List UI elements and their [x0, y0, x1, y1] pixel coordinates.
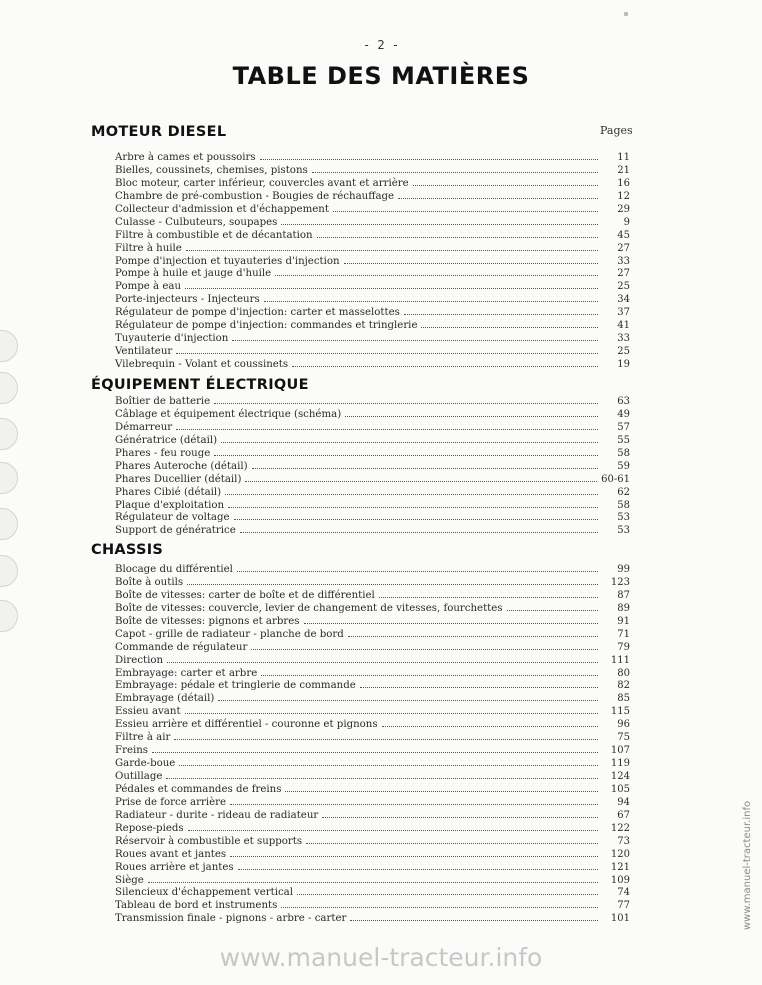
toc-entry-label: Transmission finale - pignons - arbre - carter — [115, 913, 347, 925]
toc-entry-label: Essieu arrière et différentiel - couronne et pignons — [115, 719, 378, 731]
toc-entry-label: Capot - grille de radiateur - planche de bord — [115, 628, 344, 640]
toc-entry — [115, 898, 630, 911]
toc-entry-label: Régulateur de voltage — [115, 512, 230, 524]
toc-entry — [115, 885, 630, 898]
toc-entry — [115, 860, 630, 873]
toc-entry-label: Boîtier de batterie — [115, 396, 211, 407]
dot-leader — [214, 394, 598, 404]
toc-entry-label: Bielles, coussinets, chemises, pistons — [115, 164, 308, 176]
page-title: TABLE DES MATIÈRES — [232, 62, 530, 90]
dot-leader — [345, 407, 598, 417]
toc-entry — [115, 305, 630, 318]
toc-entry-page: 57 — [617, 421, 630, 433]
toc-entry — [115, 472, 630, 485]
toc-entry-page: 94 — [617, 796, 630, 808]
toc-entry-label: Essieu avant — [115, 706, 181, 718]
toc-entry-page: 74 — [617, 887, 630, 899]
toc-entry-label: Arbre à cames et poussoirs — [115, 152, 256, 163]
toc-entry-page: 82 — [617, 680, 630, 692]
toc-entry-label: Commande de régulateur — [115, 641, 248, 653]
toc-entry — [115, 318, 630, 331]
dot-leader — [382, 717, 598, 727]
toc-list-moteur-diesel — [115, 150, 630, 370]
scan-speck — [624, 12, 628, 16]
toc-entry-page: 58 — [617, 447, 630, 459]
dot-leader — [421, 318, 598, 328]
toc-entry — [115, 614, 630, 627]
toc-entry — [115, 459, 630, 472]
toc-entry-label: Repose-pieds — [115, 822, 184, 834]
dot-leader — [221, 433, 598, 443]
toc-entry — [115, 420, 630, 433]
toc-entry — [115, 150, 630, 163]
dot-leader — [379, 588, 598, 598]
toc-entry — [115, 588, 630, 601]
pages-column-label: Pages — [600, 124, 633, 137]
footer-watermark: www.manuel-tracteur.info — [219, 943, 543, 972]
toc-entry-page: 11 — [617, 152, 630, 163]
toc-entry-page: 21 — [617, 164, 630, 176]
binder-hole — [0, 418, 18, 450]
toc-entry-label: Réservoir à combustible et supports — [115, 835, 303, 847]
toc-entry-page: 25 — [617, 346, 630, 358]
toc-entry — [115, 911, 630, 924]
dot-leader — [232, 331, 598, 341]
toc-entry — [115, 433, 630, 446]
toc-entry — [115, 189, 630, 202]
toc-entry-page: 107 — [610, 745, 630, 757]
toc-entry-label: Roues arrière et jantes — [115, 861, 234, 873]
toc-entry-label: Boîte à outils — [115, 576, 184, 588]
toc-entry-label: Vilebrequin - Volant et coussinets — [115, 359, 289, 370]
toc-entry — [115, 357, 630, 370]
toc-entry — [115, 873, 630, 886]
toc-entry-label: Câblage et équipement électrique (schéma) — [115, 408, 342, 420]
dot-leader — [174, 730, 598, 740]
toc-entry — [115, 202, 630, 215]
dot-leader — [186, 241, 598, 251]
toc-entry — [115, 163, 630, 176]
toc-entry-label: Boîte de vitesses: carter de boîte et de différentiel — [115, 589, 375, 601]
dot-leader — [251, 640, 598, 650]
toc-entry-label: Phares - feu rouge — [115, 447, 211, 459]
toc-entry-page: 53 — [617, 525, 630, 537]
dot-leader — [166, 769, 598, 779]
toc-entry — [115, 847, 630, 860]
dot-leader — [285, 782, 598, 792]
toc-entry-label: Silencieux d'échappement vertical — [115, 887, 294, 899]
toc-entry-label: Bloc moteur, carter inférieur, couvercles avant et arrière — [115, 177, 409, 189]
toc-entry — [115, 627, 630, 640]
dot-leader — [167, 653, 598, 663]
toc-entry-label: Siège — [115, 874, 144, 886]
toc-entry-page: 9 — [623, 216, 630, 228]
dot-leader — [281, 215, 598, 225]
toc-entry-label: Pompe d'injection et tuyauteries d'injection — [115, 255, 340, 267]
dot-leader — [237, 562, 598, 572]
toc-entry-label: Culasse - Culbuteurs, soupapes — [115, 216, 278, 228]
toc-entry-label: Roues avant et jantes — [115, 848, 227, 860]
toc-entry-label: Phares Cibié (détail) — [115, 486, 222, 498]
toc-entry-page: 67 — [617, 809, 630, 821]
toc-entry-page: 37 — [617, 307, 630, 319]
toc-entry-label: Phares Auteroche (détail) — [115, 460, 248, 472]
dot-leader — [230, 847, 598, 857]
toc-entry-page: 85 — [617, 693, 630, 705]
toc-entry-page: 121 — [610, 861, 630, 873]
dot-leader — [261, 666, 598, 676]
dot-leader — [179, 756, 598, 766]
toc-entry-page: 19 — [617, 359, 630, 370]
binder-hole — [0, 555, 18, 587]
toc-entry — [115, 241, 630, 254]
toc-entry-page: 34 — [617, 294, 630, 306]
toc-entry-label: Outillage — [115, 771, 163, 782]
binder-hole — [0, 330, 18, 362]
toc-entry-label: Plaque d'exploitation — [115, 499, 225, 511]
dot-leader — [187, 575, 598, 585]
toc-entry — [115, 279, 630, 292]
toc-entry — [115, 485, 630, 498]
toc-entry — [115, 446, 630, 459]
toc-entry-page: 16 — [617, 177, 630, 189]
toc-entry-page: 27 — [617, 268, 630, 280]
toc-entry — [115, 743, 630, 756]
dot-leader — [176, 344, 598, 354]
dot-leader — [350, 911, 598, 921]
toc-entry-page: 109 — [610, 874, 630, 886]
toc-entry-label: Embrayage: pédale et tringlerie de commande — [115, 680, 356, 692]
toc-entry — [115, 640, 630, 653]
toc-entry-page: 89 — [617, 602, 630, 614]
toc-entry-label: Embrayage: carter et arbre — [115, 667, 258, 679]
toc-entry-page: 120 — [610, 848, 630, 860]
toc-entry — [115, 601, 630, 614]
dot-leader — [148, 873, 598, 883]
section-title-chassis: CHASSIS — [91, 542, 164, 558]
toc-entry-label: Filtre à huile — [115, 242, 182, 254]
dot-leader — [230, 795, 598, 805]
page-number: - 2 - — [362, 38, 400, 52]
toc-entry-page: 12 — [617, 190, 630, 202]
binder-hole — [0, 508, 18, 540]
toc-entry — [115, 691, 630, 704]
toc-entry — [115, 821, 630, 834]
toc-entry-label: Démarreur — [115, 421, 173, 433]
toc-entry-label: Ventilateur — [115, 346, 173, 358]
toc-entry — [115, 666, 630, 679]
toc-list-chassis — [115, 562, 630, 924]
toc-entry-label: Pompe à huile et jauge d'huile — [115, 268, 272, 280]
dot-leader — [360, 678, 598, 688]
toc-entry-page: 115 — [610, 706, 630, 718]
dot-leader — [304, 614, 598, 624]
toc-entry-label: Porte-injecteurs - Injecteurs — [115, 294, 260, 306]
toc-entry-label: Filtre à combustible et de décantation — [115, 229, 313, 241]
dot-leader — [185, 279, 598, 289]
toc-entry-label: Blocage du différentiel — [115, 564, 233, 575]
toc-entry-page: 25 — [617, 281, 630, 293]
toc-entry-page: 59 — [617, 460, 630, 472]
toc-entry-label: Boîte de vitesses: pignons et arbres — [115, 615, 300, 627]
toc-entry — [115, 510, 630, 523]
dot-leader — [398, 189, 598, 199]
dot-leader — [214, 446, 598, 456]
dot-leader — [348, 627, 598, 637]
toc-entry-page: 33 — [617, 333, 630, 345]
side-watermark: www.manuel-tracteur.info — [742, 800, 753, 930]
dot-leader — [176, 420, 598, 430]
toc-entry-label: Tableau de bord et instruments — [115, 900, 278, 912]
toc-entry-label: Boîte de vitesses: couvercle, levier de changement de vitesses, fourchettes — [115, 602, 503, 614]
toc-entry-page: 33 — [617, 255, 630, 267]
toc-entry-label: Phares Ducellier (détail) — [115, 473, 242, 485]
toc-entry-page: 80 — [617, 667, 630, 679]
toc-entry — [115, 795, 630, 808]
dot-leader — [185, 704, 598, 714]
toc-entry-page: 73 — [617, 835, 630, 847]
toc-entry-page: 91 — [617, 615, 630, 627]
toc-entry-label: Support de génératrice — [115, 525, 236, 537]
dot-leader — [225, 485, 598, 495]
dot-leader — [322, 808, 598, 818]
toc-entry-page: 55 — [617, 434, 630, 446]
binder-hole — [0, 372, 18, 404]
dot-leader — [292, 357, 598, 367]
dot-leader — [297, 885, 598, 895]
dot-leader — [317, 228, 598, 238]
dot-leader — [306, 834, 598, 844]
toc-entry — [115, 266, 630, 279]
toc-entry-page: 99 — [617, 564, 630, 575]
toc-entry — [115, 575, 630, 588]
toc-list-equipement-electrique — [115, 394, 630, 536]
dot-leader — [252, 459, 598, 469]
binder-hole — [0, 600, 18, 632]
toc-entry-label: Filtre à air — [115, 732, 171, 744]
toc-entry — [115, 228, 630, 241]
toc-entry-page: 41 — [617, 320, 630, 332]
toc-entry-page: 79 — [617, 641, 630, 653]
toc-entry — [115, 730, 630, 743]
dot-leader — [228, 498, 598, 508]
toc-entry-label: Régulateur de pompe d'injection: carter et masselottes — [115, 307, 400, 319]
toc-entry — [115, 344, 630, 357]
dot-leader — [234, 510, 598, 520]
toc-entry — [115, 394, 630, 407]
toc-entry — [115, 704, 630, 717]
toc-entry — [115, 331, 630, 344]
toc-entry-label: Embrayage (détail) — [115, 693, 215, 705]
dot-leader — [260, 150, 598, 160]
toc-entry-label: Pédales et commandes de freins — [115, 783, 282, 795]
toc-entry — [115, 498, 630, 511]
toc-entry-page: 58 — [617, 499, 630, 511]
toc-entry-page: 101 — [610, 913, 630, 925]
binder-hole — [0, 462, 18, 494]
toc-entry-page: 27 — [617, 242, 630, 254]
toc-entry-label: Prise de force arrière — [115, 796, 227, 808]
dot-leader — [218, 691, 598, 701]
toc-entry-label: Chambre de pré-combustion - Bougies de réchauffage — [115, 190, 395, 202]
toc-entry-page: 49 — [617, 408, 630, 420]
toc-entry — [115, 523, 630, 536]
toc-entry-page: 122 — [610, 822, 630, 834]
toc-entry — [115, 653, 630, 666]
dot-leader — [281, 898, 598, 908]
toc-entry-page: 77 — [617, 900, 630, 912]
toc-entry-label: Régulateur de pompe d'injection: commandes et tringlerie — [115, 320, 418, 332]
dot-leader — [188, 821, 598, 831]
toc-entry — [115, 769, 630, 782]
dot-leader — [245, 472, 597, 482]
toc-entry-page: 60-61 — [601, 473, 630, 485]
dot-leader — [333, 202, 598, 212]
toc-entry-page: 111 — [610, 654, 630, 666]
dot-leader — [413, 176, 598, 186]
toc-entry-page: 119 — [610, 758, 630, 770]
dot-leader — [507, 601, 598, 611]
toc-entry — [115, 215, 630, 228]
toc-entry-label: Garde-boue — [115, 758, 176, 770]
toc-entry — [115, 808, 630, 821]
toc-entry — [115, 678, 630, 691]
toc-entry-page: 45 — [617, 229, 630, 241]
dot-leader — [238, 860, 598, 870]
toc-entry — [115, 756, 630, 769]
toc-entry-page: 71 — [617, 628, 630, 640]
section-title-equipement-electrique: ÉQUIPEMENT ÉLECTRIQUE — [91, 377, 309, 393]
toc-entry-label: Direction — [115, 654, 164, 666]
toc-entry — [115, 834, 630, 847]
toc-entry-page: 63 — [617, 396, 630, 407]
dot-leader — [240, 523, 598, 533]
dot-leader — [312, 163, 598, 173]
toc-entry — [115, 782, 630, 795]
toc-entry-page: 29 — [617, 203, 630, 215]
toc-entry-page: 123 — [610, 576, 630, 588]
toc-entry — [115, 176, 630, 189]
toc-entry-label: Tuyauterie d'injection — [115, 333, 229, 345]
toc-entry — [115, 292, 630, 305]
toc-entry — [115, 407, 630, 420]
toc-entry-label: Radiateur - durite - rideau de radiateur — [115, 809, 319, 821]
toc-entry-label: Génératrice (détail) — [115, 434, 218, 446]
toc-entry-page: 96 — [617, 719, 630, 731]
toc-entry-label: Collecteur d'admission et d'échappement — [115, 203, 329, 215]
toc-entry-page: 53 — [617, 512, 630, 524]
toc-entry-page: 105 — [610, 783, 630, 795]
dot-leader — [344, 254, 598, 264]
toc-entry-label: Freins — [115, 745, 149, 757]
toc-entry — [115, 562, 630, 575]
toc-entry-page: 62 — [617, 486, 630, 498]
dot-leader — [404, 305, 598, 315]
toc-entry — [115, 717, 630, 730]
dot-leader — [152, 743, 598, 753]
dot-leader — [275, 266, 598, 276]
toc-entry-page: 124 — [610, 771, 630, 782]
toc-entry-page: 75 — [617, 732, 630, 744]
toc-entry — [115, 254, 630, 267]
toc-entry-label: Pompe à eau — [115, 281, 181, 293]
section-title-moteur-diesel: MOTEUR DIESEL — [91, 124, 227, 140]
toc-entry-page: 87 — [617, 589, 630, 601]
dot-leader — [264, 292, 598, 302]
